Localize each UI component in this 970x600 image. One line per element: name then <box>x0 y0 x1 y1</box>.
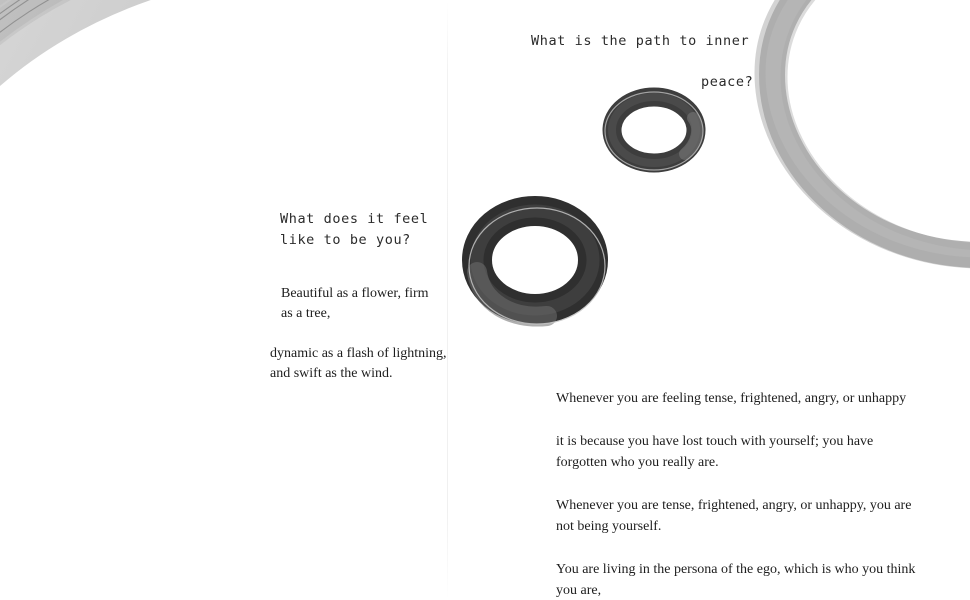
poem-line-3: dynamic as a flash of lightning, <box>270 345 447 361</box>
question-path-to-inner-peace <box>531 31 861 93</box>
body-paragraph: it is because you have lost touch with yourself; you have forgotten who you really are. <box>556 434 874 470</box>
body-text-column <box>556 388 918 600</box>
poem-line-4: and swift as the wind. <box>270 365 393 381</box>
question-how-does-it-feel <box>280 209 480 251</box>
poem-line-2: as a tree, <box>281 306 331 322</box>
question-path-line-2: peace? <box>701 73 754 90</box>
body-paragraph: Whenever you are tense, frightened, angry, or unhappy, you are not being yourself. <box>556 498 912 534</box>
poem-block <box>270 284 460 384</box>
poem-line-1: Beautiful as a flower, firm <box>281 286 429 301</box>
body-paragraph: Whenever you are feeling tense, frightened, angry, or unhappy <box>556 391 907 406</box>
question-feel-line-2: like to be you? <box>280 231 411 248</box>
dark-enso-ring-small-icon <box>597 84 715 176</box>
question-path-line-1: What is the path to inner <box>531 33 750 49</box>
body-paragraph: You are living in the persona of the ego, which is who you think you are, <box>556 562 916 598</box>
question-feel-line-1: What does it feel <box>280 211 429 227</box>
